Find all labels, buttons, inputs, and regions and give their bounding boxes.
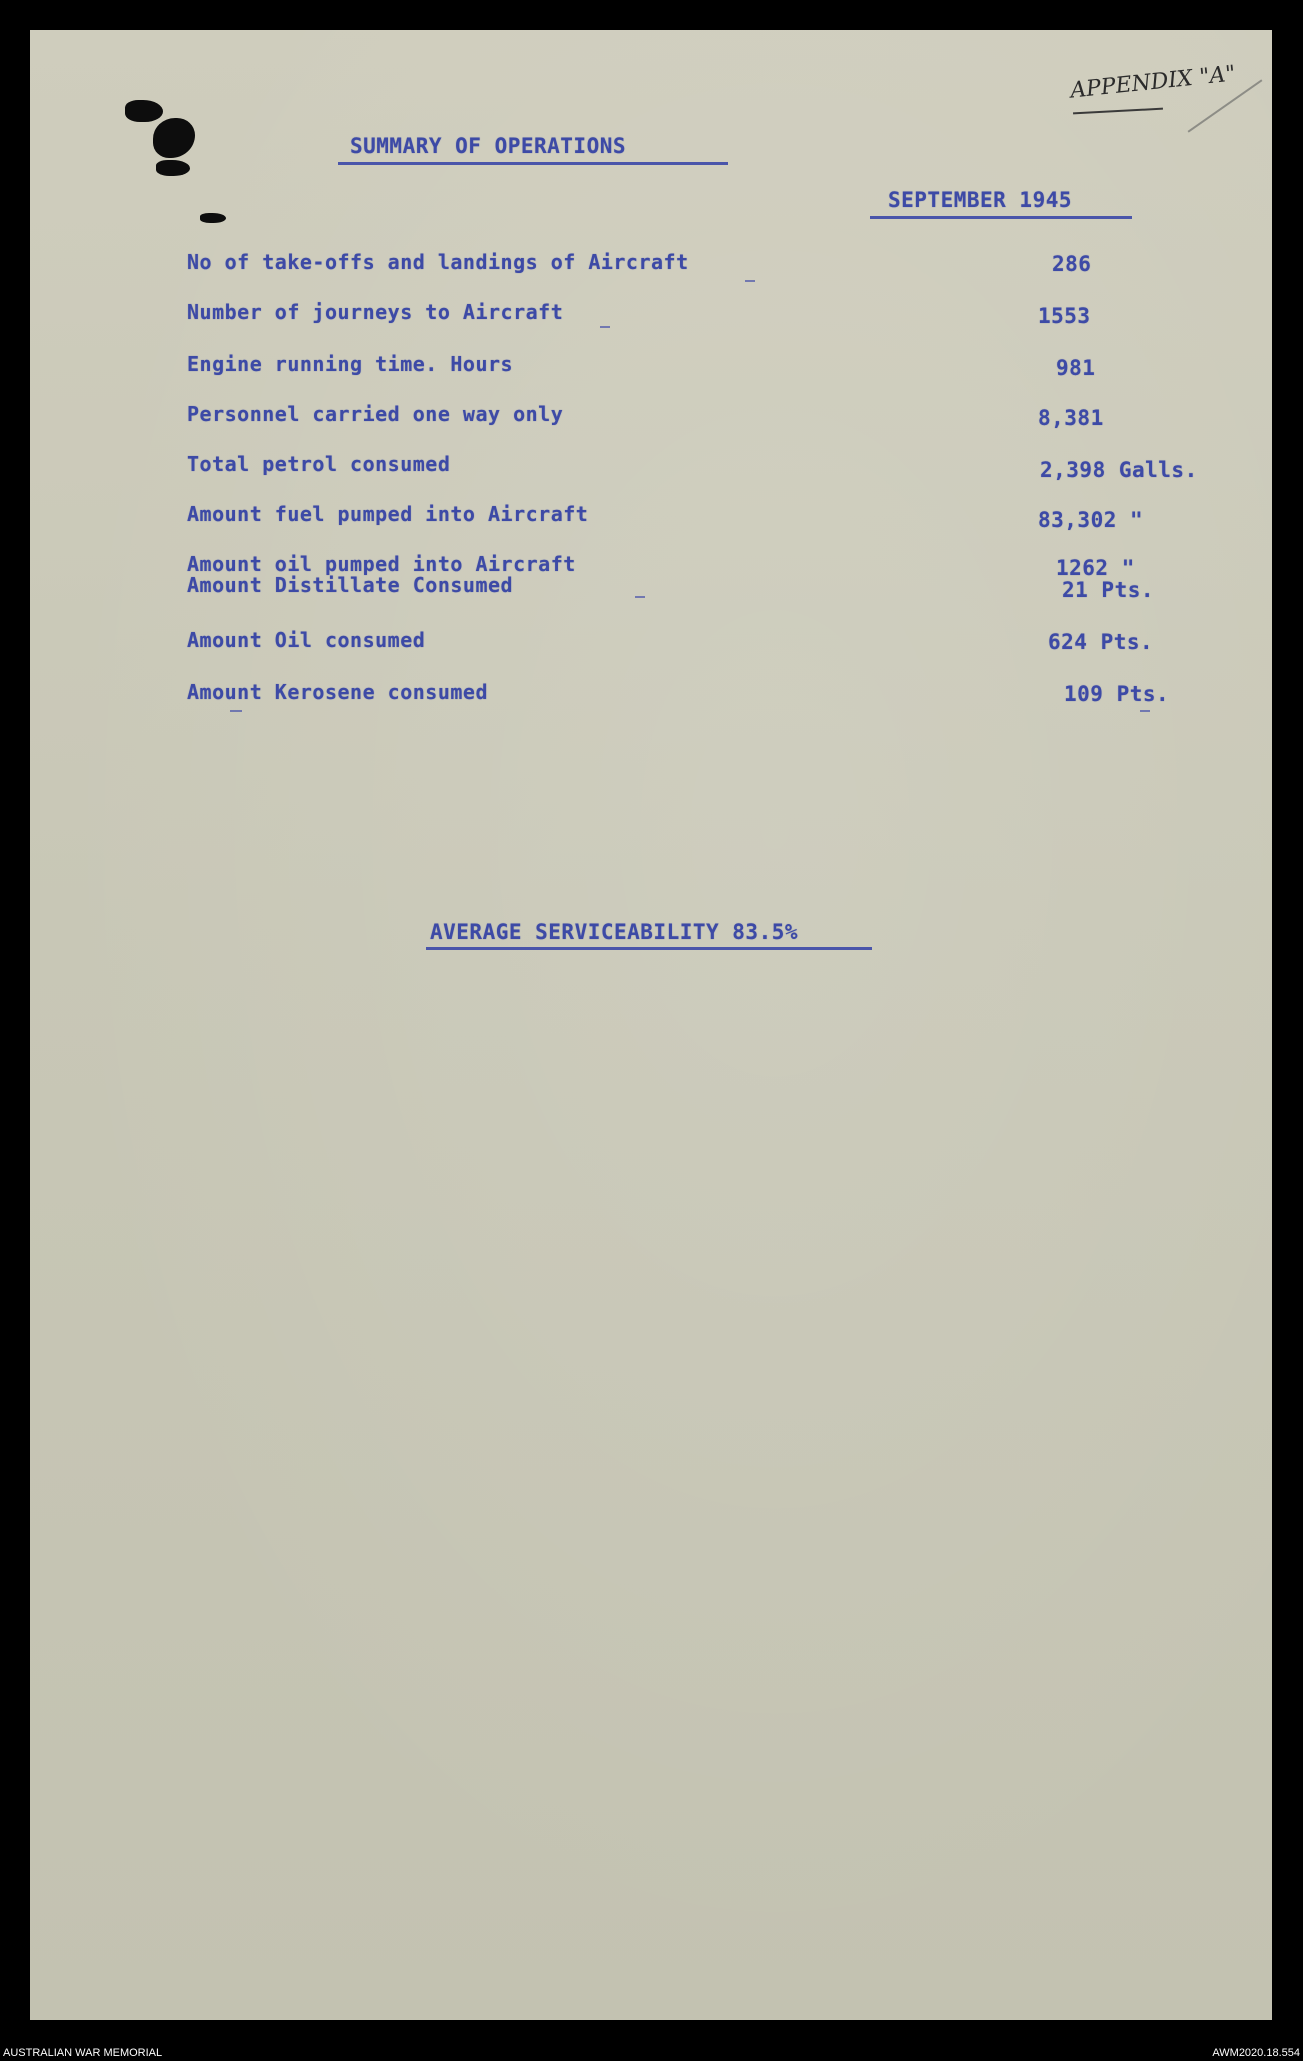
row-label-takeoffs: No of take-offs and landings of Aircraft xyxy=(187,250,689,274)
average-serviceability: AVERAGE SERVICEABILITY 83.5% xyxy=(430,920,799,944)
row-value-journeys: 1553 xyxy=(1038,304,1091,328)
stray-mark xyxy=(1140,710,1150,712)
paper-tear xyxy=(200,213,226,223)
document-page xyxy=(30,30,1272,2020)
row-value-takeoffs: 286 xyxy=(1052,252,1092,276)
row-label-personnel: Personnel carried one way only xyxy=(187,402,564,426)
title-underline xyxy=(338,162,728,165)
row-label-distillate: Amount Distillate Consumed xyxy=(187,573,514,597)
paper-tear xyxy=(125,100,163,122)
row-label-engine-hours: Engine running time. Hours xyxy=(187,352,514,376)
row-label-journeys: Number of journeys to Aircraft xyxy=(187,300,564,324)
row-value-personnel: 8,381 xyxy=(1038,406,1104,430)
row-value-distillate: 21 Pts. xyxy=(1062,578,1155,602)
page-title: SUMMARY OF OPERATIONS xyxy=(350,134,627,158)
row-value-oil-consumed: 624 Pts. xyxy=(1048,630,1154,654)
paper-tear xyxy=(153,118,195,158)
stray-mark xyxy=(635,596,645,598)
row-value-petrol: 2,398 Galls. xyxy=(1040,458,1198,482)
row-value-fuel-pumped: 83,302 " xyxy=(1038,508,1144,532)
paper-tear xyxy=(156,160,190,176)
row-value-oil-pumped: 1262 " xyxy=(1056,556,1135,580)
average-underline xyxy=(426,947,872,950)
date-underline xyxy=(870,216,1132,219)
stray-mark xyxy=(230,710,242,712)
row-label-kerosene: Amount Kerosene consumed xyxy=(187,680,488,704)
row-label-fuel-pumped: Amount fuel pumped into Aircraft xyxy=(187,502,589,526)
appendix-annotation: APPENDIX "A" xyxy=(1069,61,1237,104)
footer-reference: AWM2020.18.554 xyxy=(1212,2047,1300,2059)
row-label-oil-consumed: Amount Oil consumed xyxy=(187,628,426,652)
row-value-kerosene: 109 Pts. xyxy=(1064,682,1170,706)
row-value-engine-hours: 981 xyxy=(1056,356,1096,380)
row-label-oil-pumped: Amount oil pumped into Aircraft xyxy=(187,552,576,576)
annotation-underline xyxy=(1073,108,1163,115)
stray-mark xyxy=(745,280,755,282)
stray-mark xyxy=(600,326,610,328)
footer-source: AUSTRALIAN WAR MEMORIAL xyxy=(3,2047,163,2059)
report-date: SEPTEMBER 1945 xyxy=(888,188,1073,212)
row-label-petrol: Total petrol consumed xyxy=(187,452,451,476)
